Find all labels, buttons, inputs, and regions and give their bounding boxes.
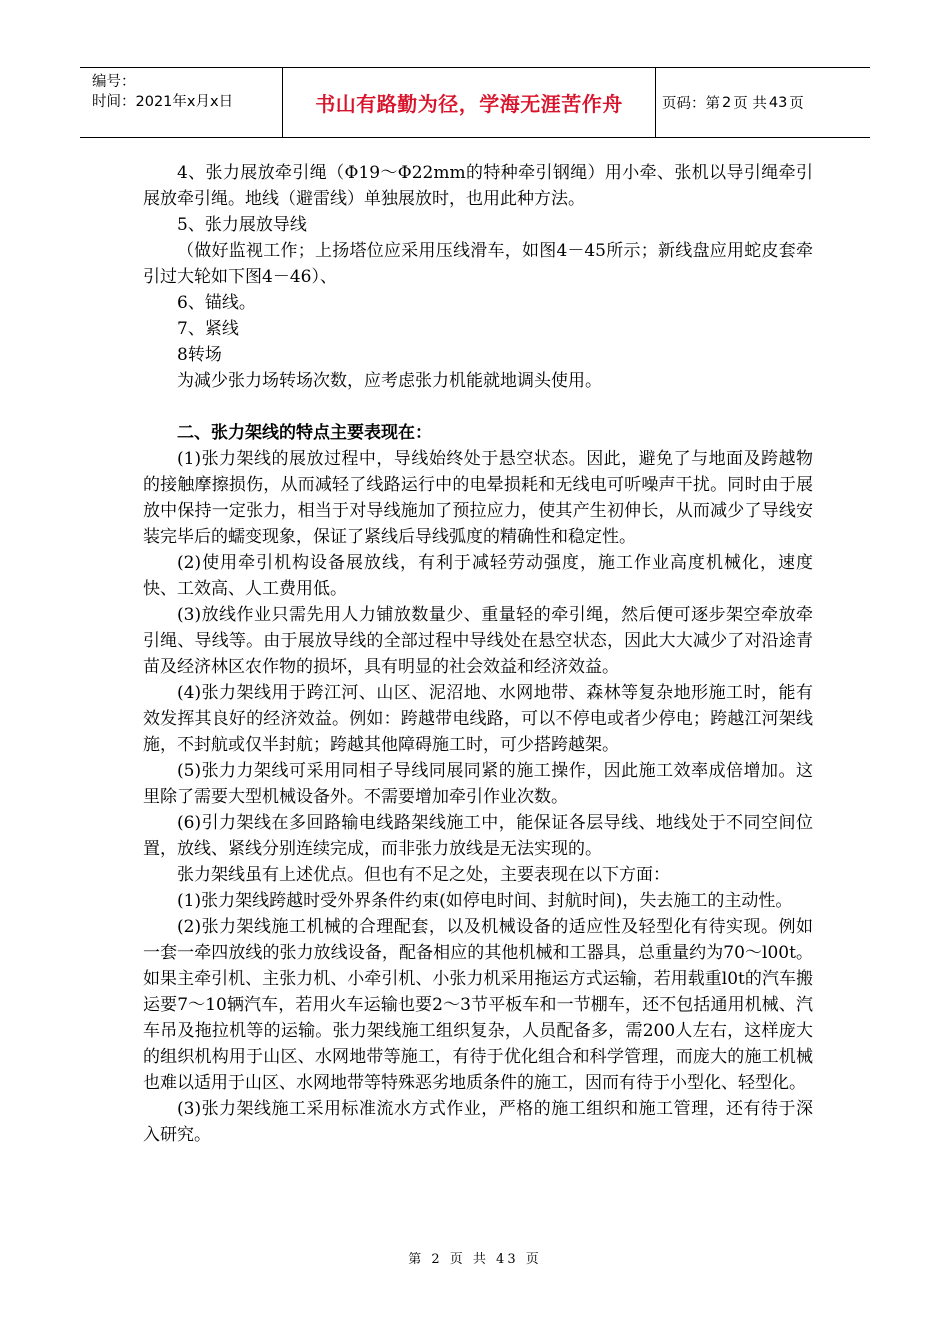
page-suffix: 页 — [789, 96, 804, 112]
section-heading: 二、张力架线的特点主要表现在： — [177, 423, 432, 443]
paragraph: 6、锚线。 — [177, 293, 256, 313]
code-label: 编号： — [92, 74, 136, 90]
spacer — [143, 394, 813, 420]
header-meta — [80, 68, 283, 137]
paragraph: 4、张力展放牵引绳（Φ19～Φ22mm的特种牵引钢绳）用小牵、张机以导引绳牵引展放牵引绳。地线（避雷线）单独展放时，也用此种方法。 — [143, 163, 813, 209]
paragraph: (4)张力架线用于跨江河、山区、泥沼地、水网地带、森林等复杂地形施工时，能有效发挥其良好的经济效益。例如：跨越带电线路，可以不停电或者少停电；跨越江河架线施，不封航或仅半封航；跨越其他障碍施工时，可少搭跨越架。 — [143, 683, 813, 755]
paragraph: 为减少张力场转场次数，应考虑张力机能就地调头使用。 — [177, 371, 602, 391]
page-current: 2 — [722, 94, 732, 111]
paragraph: 5、张力展放导线 — [177, 215, 307, 235]
page-prefix: 页码：第 — [662, 96, 720, 112]
paragraph: （做好监视工作；上扬塔位应采用压线滑车，如图4－45所示；新线盘应用蛇皮套牵引过大轮如下图4－46）、 — [143, 241, 813, 287]
paragraph: (2)使用牵引机构设备展放线，有利于减轻劳动强度，施工作业高度机械化，速度快、工效高、人工费用低。 — [143, 553, 813, 599]
paragraph: (3)放线作业只需先用人力铺放数量少、重量轻的牵引绳，然后便可逐步架空牵放牵引绳、导线等。由于展放导线的全部过程中导线处在悬空状态，因此大大减少了对沿途青苗及经济林区农作物的损坏，具有明显的社会效益和经济效益。 — [143, 605, 813, 677]
time-label: 时间：2021年x月x日 — [92, 94, 234, 110]
header-motto: 书山有路勤为径，学海无涯苦作舟 — [283, 68, 656, 137]
paragraph: (3)张力架线施工采用标准流水方式作业，严格的施工组织和施工管理，还有待于深入研究。 — [143, 1099, 813, 1145]
paragraph: 7、紧线 — [177, 319, 239, 339]
paragraph: (1)张力架线跨越时受外界条件约束(如停电时间、封航时间)，失去施工的主动性。 — [177, 891, 793, 911]
paragraph: (6)引力架线在多回路输电线路架线施工中，能保证各层导线、地线处于不同空间位置，放线、紧线分别连续完成，而非张力放线是无法实现的。 — [143, 813, 813, 859]
page-footer: 第 2 页 共 43 页 — [408, 1252, 542, 1267]
header-page-number — [656, 68, 870, 137]
page-header — [80, 67, 870, 138]
paragraph: (2)张力架线施工机械的合理配套，以及机械设备的适应性及轻型化有待实现。例如一套一牵四放线的张力放线设备，配备相应的其他机械和工器具，总重量约为70～l00t。如果主牵引机、主张力机、小牵引机、小张力机采用拖运方式运输，若用载重l0t的汽车搬运要7～10辆汽车，若用火车运输也要2～3节平板车和一节棚车，还不包括通用机械、汽车吊及拖拉机等的运输。张力架线施工组织复杂，人员配备多，需200人左右，这样庞大的组织机构用于山区、水网地带等施工，有待于优化组合和科学管理，而庞大的施工机械也难以适用于山区、水网地带等特殊恶劣地质条件的施工，因而有待于小型化、轻型化。 — [143, 917, 813, 1093]
page-total: 43 — [768, 94, 788, 111]
paragraph: 张力架线虽有上述优点。但也有不足之处，主要表现在以下方面： — [177, 865, 670, 885]
page-mid: 页 共 — [733, 96, 767, 112]
paragraph: (5)张力力架线可采用同相子导线同展同紧的施工操作，因此施工效率成倍增加。这里除了需要大型机械设备外。不需要增加牵引作业次数。 — [143, 761, 813, 807]
document-body — [143, 160, 813, 1148]
paragraph: (1)张力架线的展放过程中，导线始终处于悬空状态。因此，避免了与地面及跨越物的接触摩擦损伤，从而减轻了线路运行中的电晕损耗和无线电可听噪声干扰。同时由于展放中保持一定张力，相当于对导线施加了预拉应力，使其产生初伸长，从而减少了导线安装完毕后的蠕变现象，保证了紧线后导线弧度的精确性和稳定性。 — [143, 449, 813, 547]
paragraph: 8转场 — [177, 345, 222, 365]
